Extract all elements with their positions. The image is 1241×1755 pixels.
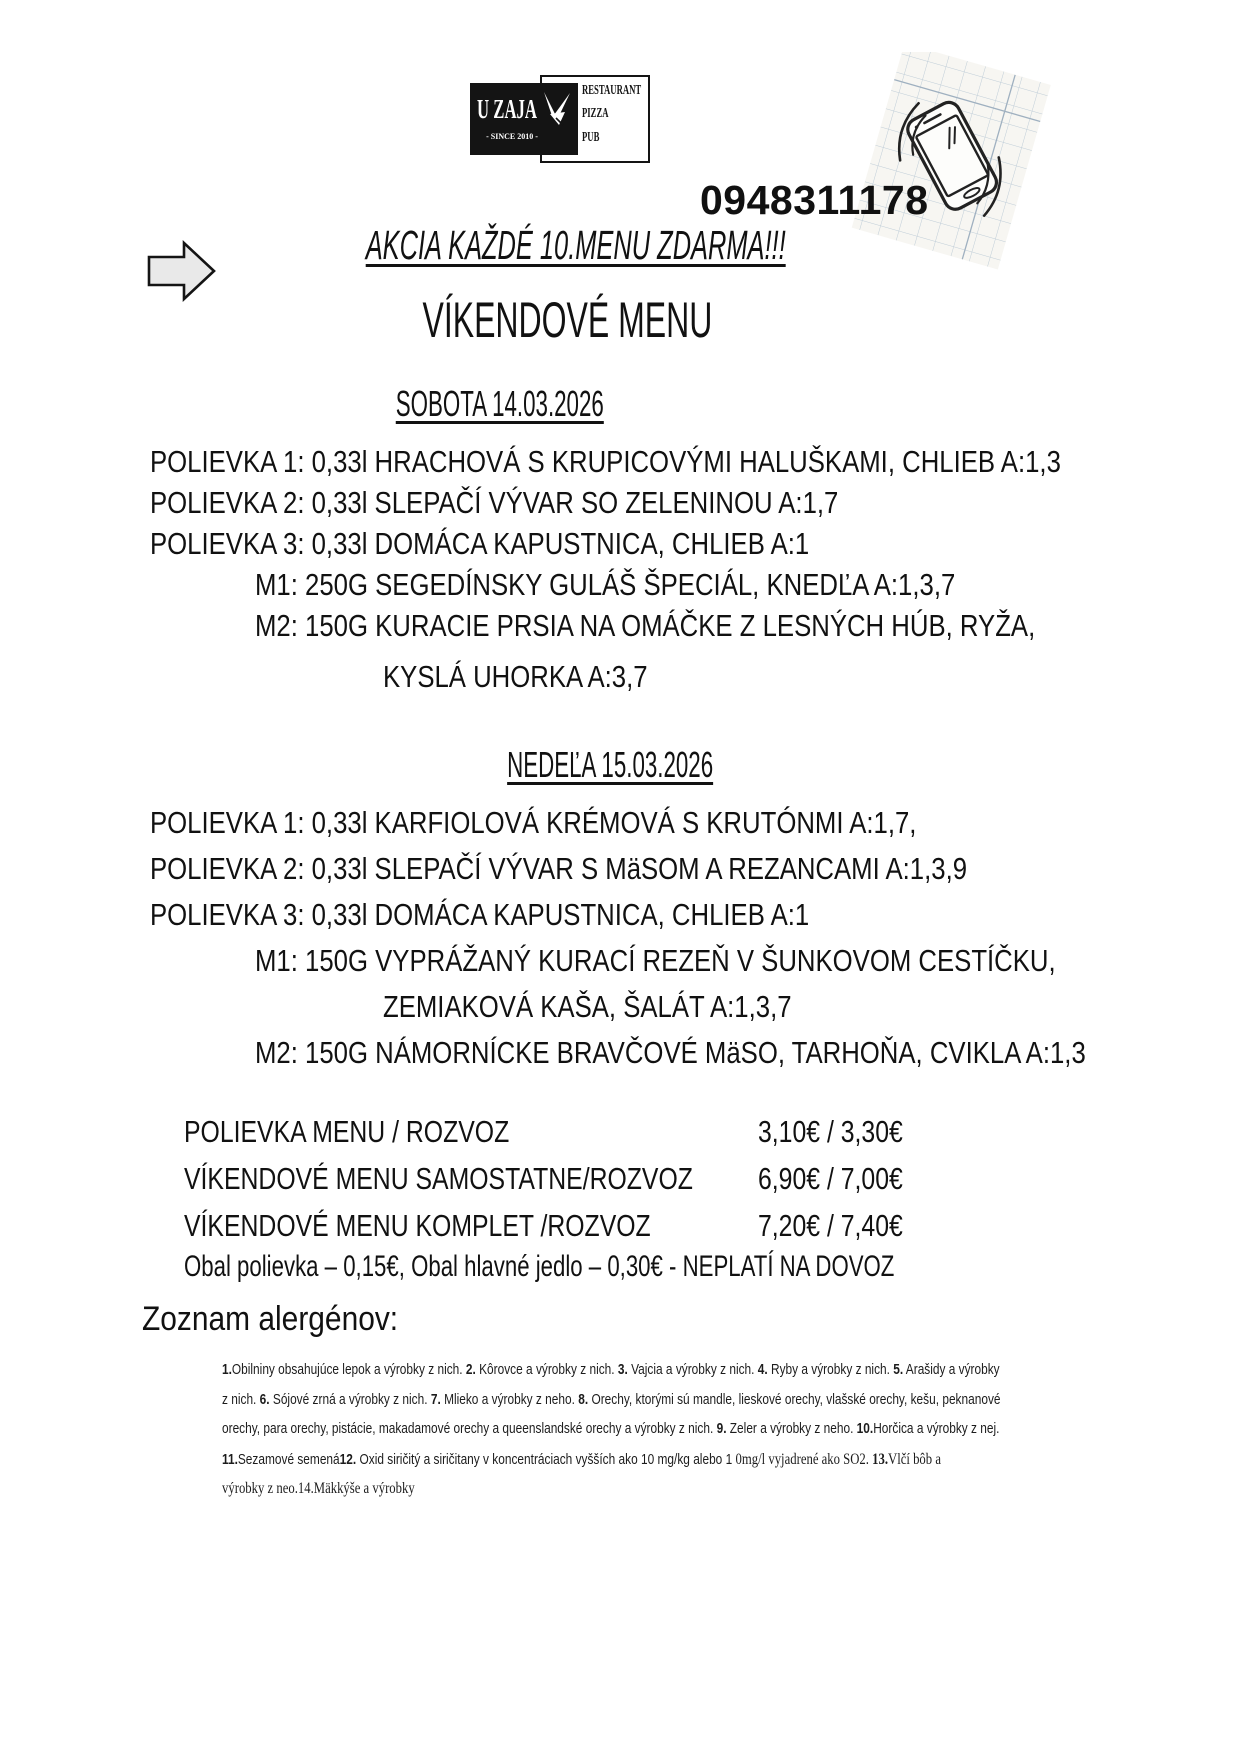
day-menu-lines <box>0 441 1241 697</box>
menu-line: M1: 250G SEGEDÍNSKY GULÁŠ ŠPECIÁL, KNEDĽA A:1,3,7 <box>255 567 956 602</box>
logo-since-label: - SINCE 2010 - <box>486 132 538 141</box>
price-row-value: 7,20€ / 7,40€ <box>758 1208 903 1243</box>
phone-number: 0948311178 <box>700 177 929 223</box>
menu-line: POLIEVKA 3: 0,33l DOMÁCA KAPUSTNICA, CHLIEB A:1 <box>150 897 810 932</box>
price-row-label: POLIEVKA MENU / ROZVOZ <box>184 1114 510 1149</box>
menu-line: ZEMIAKOVÁ KAŠA, ŠALÁT A:1,3,7 <box>383 989 792 1024</box>
restaurant-logo <box>470 83 578 155</box>
price-row <box>0 1155 1241 1202</box>
promo-banner: AKCIA KAŽDÉ 10.MENU ZDARMA!!! <box>366 222 786 268</box>
rabbit-icon <box>543 92 571 131</box>
menu-line: POLIEVKA 3: 0,33l DOMÁCA KAPUSTNICA, CHLIEB A:1 <box>150 526 810 561</box>
allergen-line: orechy, para orechy, pistácie, makadamové orechy a queenslandské orechy a výrobky z nich. 9. Zeler a výrobky z neho. 10.Horčica a výrobky z nej. <box>222 1421 1000 1437</box>
menu-line: POLIEVKA 1: 0,33l KARFIOLOVÁ KRÉMOVÁ S KRUTÓNMI A:1,7, <box>150 805 917 840</box>
allergen-line: 1.Obilniny obsahujúce lepok a výrobky z nich. 2. Kôrovce a výrobky z nich. 3. Vajcia a výrobky z nich. 4. Ryby a výrobky z nich. 5. Arašidy a výrobky <box>222 1362 1000 1378</box>
price-row-value: 3,10€ / 3,30€ <box>758 1114 903 1149</box>
menu-line: M2: 150G KURACIE PRSIA NA OMÁČKE Z LESNÝCH HÚB, RYŽA, <box>255 608 1036 643</box>
logo-tag-pub: PUB <box>582 130 600 145</box>
price-row-label: VÍKENDOVÉ MENU KOMPLET /ROZVOZ <box>184 1208 651 1243</box>
day-heading: SOBOTA 14.03.2026 <box>395 383 605 424</box>
menu-line: POLIEVKA 1: 0,33l HRACHOVÁ S KRUPICOVÝMI HALUŠKAMI, CHLIEB A:1,3 <box>150 444 1061 479</box>
allergen-line: z nich. 6. Sójové zrná a výrobky z nich. 7. Mlieko a výrobky z neho. 8. Orechy, ktorými sú mandle, lieskové orechy, vlašské orechy, kešu, peknanové <box>222 1391 1001 1408</box>
allergen-line: výrobky z neo.14.Mäkkýše a výrobky <box>222 1480 415 1497</box>
day-menu-lines <box>0 800 1241 1076</box>
price-row <box>0 1108 1241 1155</box>
allergen-line: 11.Sezamové semená12. Oxid siričitý a siričitany v koncentráciach vyšších ako 10 mg/kg alebo 1 0mg/l vyjadrené ako SO2. 13.Vlčí bôb a <box>222 1450 941 1468</box>
allergens-heading: Zoznam alergénov: <box>142 1300 399 1338</box>
menu-line: M1: 150G VYPRÁŽANÝ KURACÍ REZEŇ V ŠUNKOVOM CESTÍČKU, <box>255 943 1056 978</box>
logo-name: U ZAJA <box>477 94 537 124</box>
price-table <box>0 1108 1241 1249</box>
menu-line: POLIEVKA 2: 0,33l SLEPAČÍ VÝVAR SO ZELENINOU A:1,7 <box>150 485 839 520</box>
menu-line: POLIEVKA 2: 0,33l SLEPAČÍ VÝVAR S MäSOM A REZANCAMI A:1,3,9 <box>150 851 968 886</box>
packaging-note: Obal polievka – 0,15€, Obal hlavné jedlo – 0,30€ - NEPLATÍ NA DOVOZ <box>184 1250 895 1283</box>
price-row <box>0 1202 1241 1249</box>
menu-line: KYSLÁ UHORKA A:3,7 <box>383 659 648 694</box>
menu-line: M2: 150G NÁMORNÍCKE BRAVČOVÉ MäSO, TARHOŇA, CVIKLA A:1,3 <box>255 1035 1086 1070</box>
price-row-label: VÍKENDOVÉ MENU SAMOSTATNE/ROZVOZ <box>184 1161 693 1196</box>
logo-tag-restaurant: RESTAURANT <box>582 83 642 98</box>
price-row-value: 6,90€ / 7,00€ <box>758 1161 903 1196</box>
allergen-list <box>222 1356 1241 1504</box>
page-title: VÍKENDOVÉ MENU <box>422 292 712 348</box>
day-heading: NEDEĽA 15.03.2026 <box>507 744 713 785</box>
logo-tag-pizza: PIZZA <box>582 106 609 121</box>
